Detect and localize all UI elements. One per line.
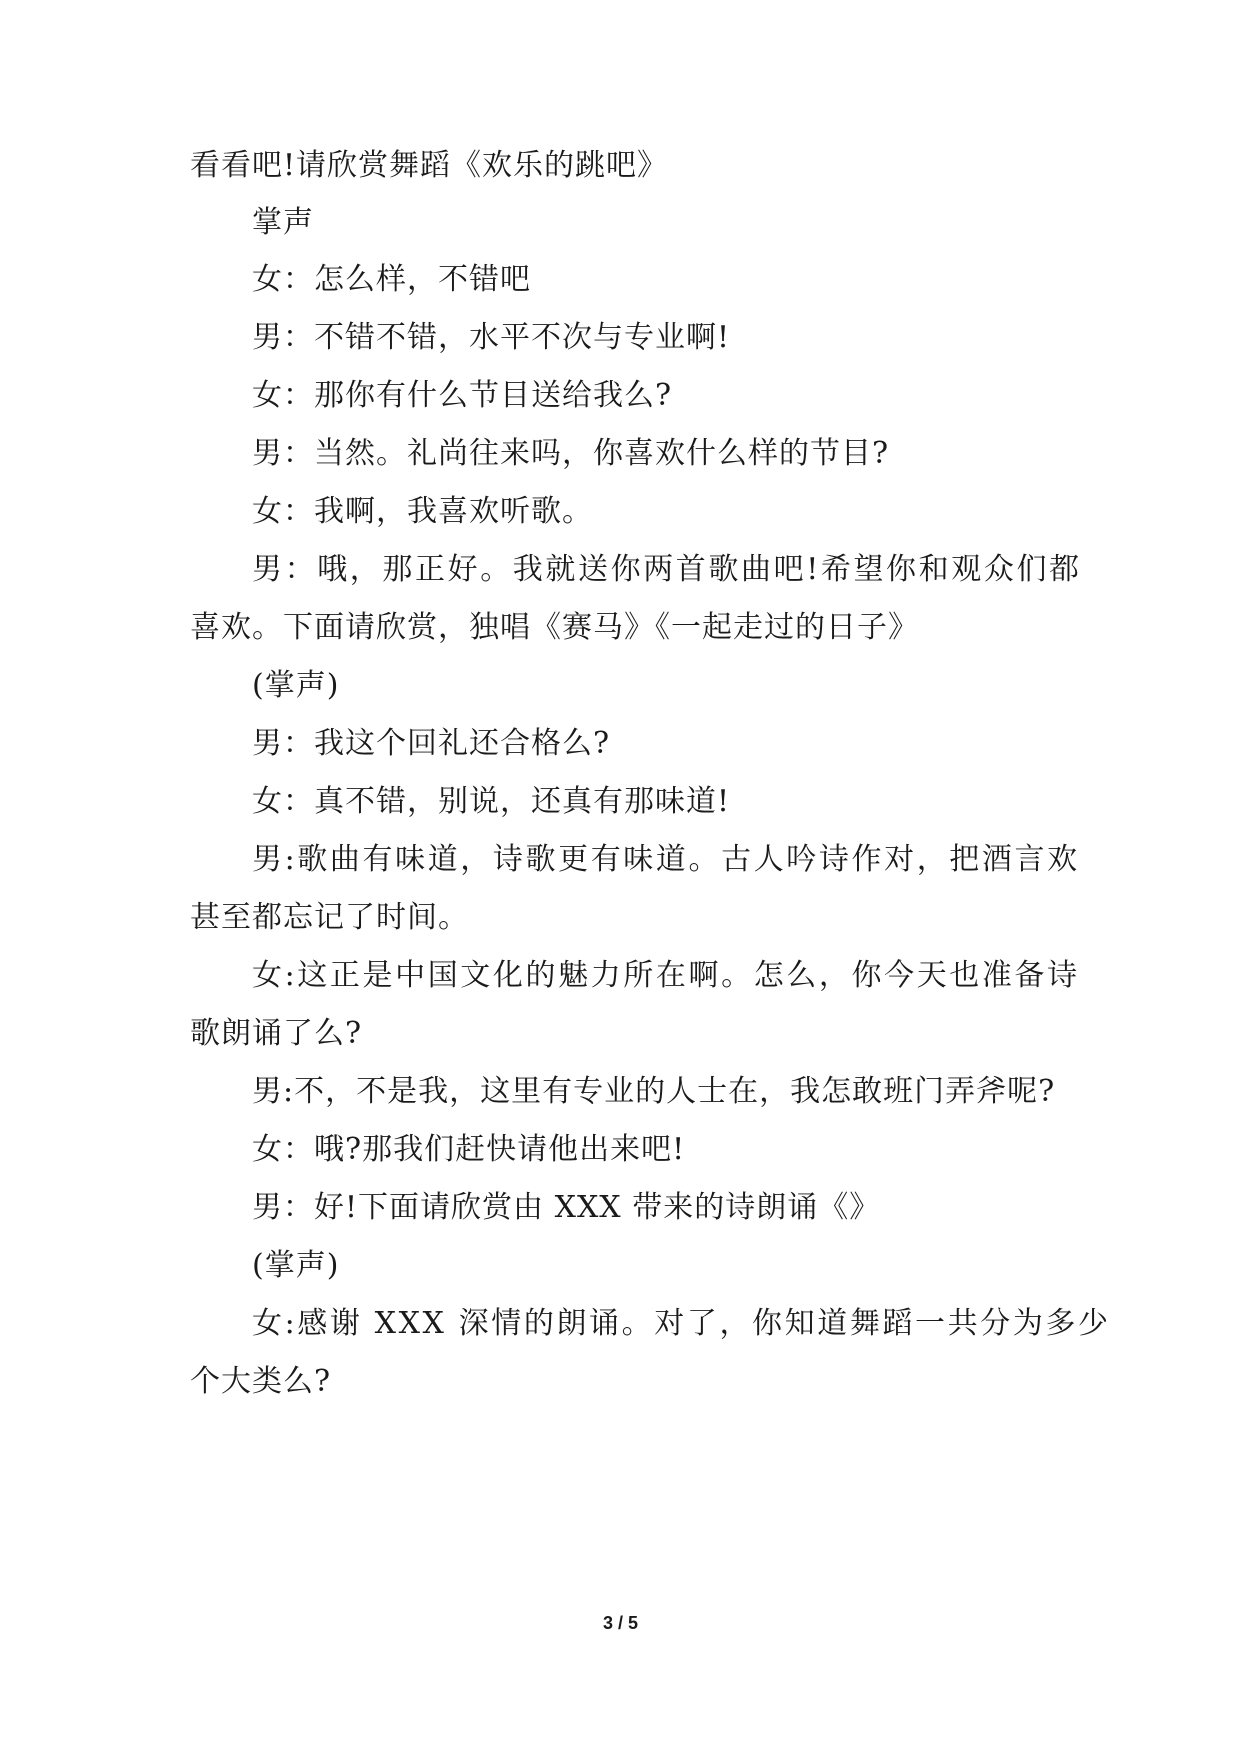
text-line: 掌声 — [252, 205, 314, 240]
text-line: 女：真不错，别说，还真有那味道! — [252, 784, 731, 819]
document-page — [190, 0, 1111, 1754]
text-line: 男：当然。礼尚往来吗，你喜欢什么样的节目? — [252, 436, 890, 471]
text-line: 女：怎么样，不错吧 — [252, 262, 531, 297]
text-line: 男：不错不错，水平不次与专业啊! — [252, 320, 731, 355]
text-line: 个大类么? — [190, 1364, 332, 1399]
text-line: 男:不，不是我，这里有专业的人士在，我怎敢班门弄斧呢? — [252, 1074, 1056, 1109]
text-line: 女：我啊，我喜欢听歌。 — [252, 494, 593, 529]
text-line: 喜欢。下面请欣赏，独唱《赛马》《一起走过的日子》 — [190, 610, 919, 645]
text-line: 女：那你有什么节目送给我么? — [252, 378, 673, 413]
text-line: 男：我这个回礼还合格么? — [252, 726, 611, 761]
text-line: 男：好!下面请欣赏由 XXX 带来的诗朗诵《》 — [252, 1190, 881, 1225]
text-line: 男：哦，那正好。我就送你两首歌曲吧!希望你和观众们都 — [252, 552, 1082, 587]
text-line: (掌声) — [252, 1248, 340, 1283]
page-number: 3 / 5 — [602, 1613, 639, 1633]
text-line: 女:感谢 XXX 深情的朗诵。对了，你知道舞蹈一共分为多少 — [252, 1306, 1111, 1341]
text-line: 歌朗诵了么? — [190, 1016, 363, 1051]
text-line: 男:歌曲有味道，诗歌更有味道。古人吟诗作对，把酒言欢 — [252, 842, 1080, 877]
text-line: 看看吧!请欣赏舞蹈《欢乐的跳吧》 — [190, 148, 669, 183]
text-line: 甚至都忘记了时间。 — [190, 900, 469, 935]
text-line: 女：哦?那我们赶快请他出来吧! — [252, 1132, 686, 1167]
text-line: 女:这正是中国文化的魅力所在啊。怎么，你今天也准备诗 — [252, 958, 1080, 993]
text-line: (掌声) — [252, 668, 340, 703]
